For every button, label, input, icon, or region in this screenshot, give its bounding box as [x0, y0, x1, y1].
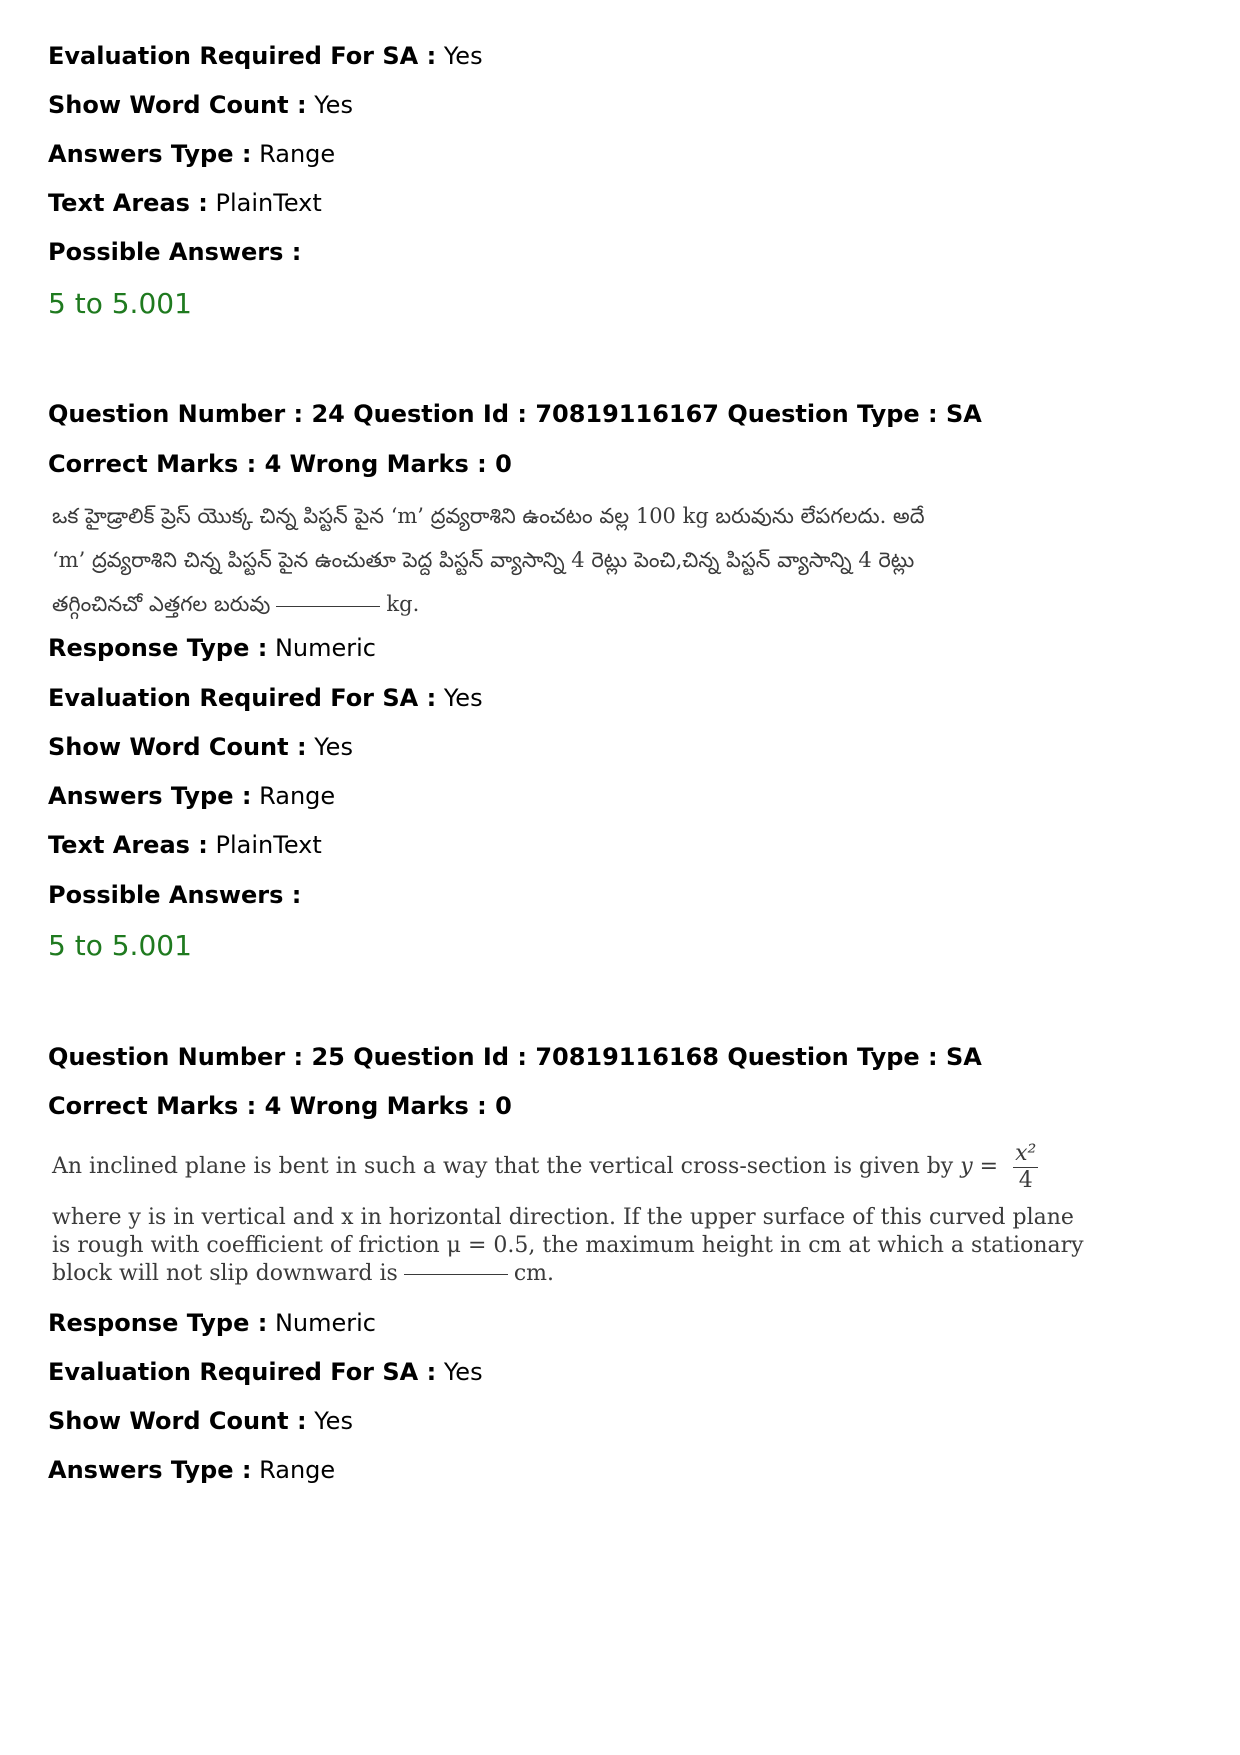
- field-label: Text Areas :: [48, 189, 208, 217]
- field-value: Yes: [443, 1358, 483, 1386]
- answers-type-row: [48, 138, 335, 170]
- question-25-text: [52, 1136, 1084, 1288]
- response-type-row: [48, 632, 376, 664]
- field-label: Response Type :: [48, 634, 268, 662]
- question-24-marks: Correct Marks : 4 Wrong Marks : 0: [48, 450, 512, 478]
- field-label: Evaluation Required For SA :: [48, 42, 437, 70]
- field-label: Answers Type :: [48, 782, 252, 810]
- question-text-fragment: block will not slip downward is: [52, 1261, 398, 1286]
- field-value: Yes: [443, 684, 483, 712]
- field-value: Range: [259, 782, 336, 810]
- question-24-header: Question Number : 24 Question Id : 70819116167 Question Type : SA: [48, 400, 982, 428]
- field-label: Possible Answers :: [48, 881, 302, 909]
- question-24-text: [52, 494, 952, 626]
- fraction-denominator: 4: [1018, 1167, 1033, 1193]
- field-label: Show Word Count :: [48, 91, 307, 119]
- question-text-fragment: cm.: [513, 1261, 555, 1286]
- field-value: PlainText: [215, 831, 322, 859]
- question-text-fragment: An inclined plane is bent in such a way that the vertical cross-section is given by: [52, 1154, 954, 1179]
- answer-blank: [276, 605, 380, 607]
- answers-type-row: [48, 780, 335, 812]
- field-value: Yes: [314, 1407, 353, 1435]
- field-label: Show Word Count :: [48, 733, 307, 761]
- field-label: Evaluation Required For SA :: [48, 1358, 437, 1386]
- question-text-line: [52, 582, 952, 626]
- field-label: Show Word Count :: [48, 1407, 307, 1435]
- question-text-line: ‘m’ ద్రవ్యరాశిని చిన్న పిస్టన్ పైన ఉంచుతూ పెద్ద పిస్టన్ వ్యాసాన్ని 4 రెట్లు పెంచి,చిన్న పిస్టన్ వ్యాసాన్ని 4 రెట్లు: [52, 548, 915, 572]
- possible-answer-value: 5 to 5.001: [48, 287, 192, 320]
- text-areas-row: [48, 187, 322, 219]
- show-word-count-row: [48, 731, 353, 763]
- fraction: [1013, 1141, 1038, 1194]
- question-text-fragment: తగ్గించినచో ఎత్తగల బరువు: [52, 592, 271, 616]
- fraction-numerator: x²: [1015, 1140, 1037, 1166]
- question-text-line: where y is in vertical and x in horizontal direction. If the upper surface of this curved plane: [52, 1205, 1074, 1230]
- field-label: Answers Type :: [48, 1456, 252, 1484]
- answers-type-row: [48, 1454, 335, 1486]
- field-value: Yes: [314, 91, 353, 119]
- question-25-header: Question Number : 25 Question Id : 70819116168 Question Type : SA: [48, 1043, 982, 1071]
- field-value: Range: [259, 140, 336, 168]
- question-text-line: [52, 1260, 952, 1288]
- question-text-line: ఒక హైడ్రాలిక్ ప్రెస్ యొక్క చిన్న పిస్టన్ పైన ‘m’ ద్రవ్యరాశిని ఉంచటం వల్ల 100 kg బరువును లేపగలదు. అదే: [52, 504, 925, 528]
- question-text-line: is rough with coefficient of friction μ = 0.5, the maximum height in cm at which a stationary: [52, 1233, 1084, 1258]
- possible-answer-value: 5 to 5.001: [48, 929, 192, 962]
- evaluation-required-row: [48, 1356, 483, 1388]
- equation-lhs: y =: [960, 1154, 999, 1179]
- field-value: Range: [259, 1456, 336, 1484]
- show-word-count-row: [48, 89, 353, 121]
- evaluation-required-row: [48, 682, 483, 714]
- field-value: Numeric: [274, 634, 376, 662]
- field-label: Response Type :: [48, 1309, 268, 1337]
- field-label: Possible Answers :: [48, 238, 302, 266]
- field-value: Numeric: [274, 1309, 376, 1337]
- answer-blank: [404, 1273, 508, 1275]
- field-label: Evaluation Required For SA :: [48, 684, 437, 712]
- response-type-row: [48, 1307, 376, 1339]
- evaluation-required-row: [48, 40, 483, 72]
- show-word-count-row: [48, 1405, 353, 1437]
- question-25-marks: Correct Marks : 4 Wrong Marks : 0: [48, 1092, 512, 1120]
- possible-answers-row: [48, 879, 301, 911]
- field-value: Yes: [443, 42, 483, 70]
- question-text-line: [52, 1136, 1037, 1198]
- text-areas-row: [48, 829, 322, 861]
- possible-answers-row: [48, 236, 301, 268]
- field-value: PlainText: [215, 189, 322, 217]
- field-label: Text Areas :: [48, 831, 208, 859]
- field-value: Yes: [314, 733, 353, 761]
- field-label: Answers Type :: [48, 140, 252, 168]
- question-text-fragment: kg.: [386, 592, 420, 616]
